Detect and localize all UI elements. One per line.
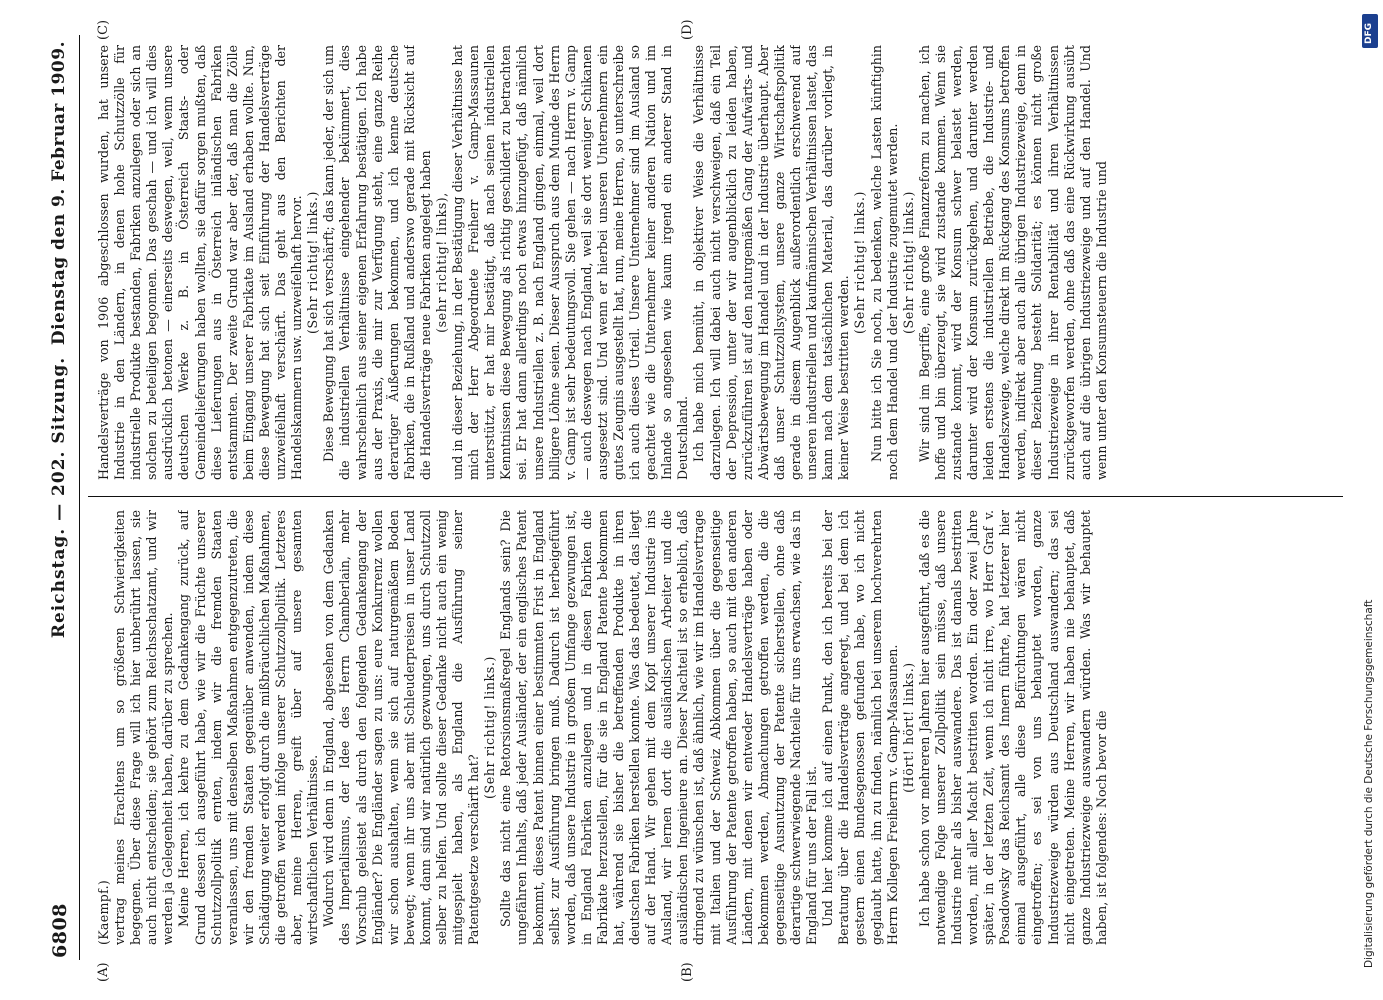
session-date: Dienstag den 9. Februar 1909. [49, 41, 69, 346]
interjection: (Hört! hört! links.) [900, 662, 916, 793]
running-header [45, 35, 80, 960]
session-title: Reichstag. — 202. Sitzung. [49, 356, 69, 639]
column-divider [88, 496, 1343, 497]
interjection: (Sehr richtig! links.) [305, 191, 321, 334]
interjection: (Sehr richtig! links.) [852, 191, 868, 334]
page-number: 6808 [49, 903, 71, 958]
paragraph: Diese Bewegung hat sich verschärft; das kann jeder, der sich um die industriellen Verhältnisse eingehender bekümmert, dies wahrscheinlich aus seiner eigenen Erfahrung bestätigen. Ich habe aus der Praxis, die mir zur Verfügung steht, eine ganze Reihe derartiger Äußerungen bekommen, und ich kenne deutsche Fabriken, die in Rußland und anderswo gerade mit Rücksicht auf die Handelsverträge neue Fabriken angelegt haben [321, 45, 433, 480]
paragraph: Meine Herren, ich kehre zu dem Gedankengang zurück, auf Grund dessen ich ausgeführt habe, wie wir die Früchte unserer Schutzzollpolitik ernten, indem wir die fremden Staaten veranlassen, uns mit denselben Maßnahmen entgegenzutreten, die wir den fremden Staaten gegenüber anwenden, indem diese Schädigung weiter erfolgt durch die mißbräuchlichen Maßnahmen, die getroffen werden infolge unserer Schutzzollpolitik. Letzteres aber, meine Herren, greift über auf unsere gesamten wirtschaftlichen Verhältnisse. [176, 510, 321, 945]
paragraph: Wir sind im Begriffe, eine große Finanzreform zu machen, ich hoffe und bin überzeugt, sie wird zustande kommen. Wenn sie zustande kommt, wird der Konsum schwer belastet werden, darunter wird der Konsum zurückgehen, und darunter werden leiden erstens die industriellen Betriebe, die Industrie- und Handelszweige, welche direkt im Rückgang des Konsums betroffen werden, indirekt aber auch alle übrigen Industriezweige, denn in dieser Beziehung besteht Solidarität; es können nicht große Industriezweige in ihrer Rentabilität und ihren Verhältnissen zurückgeworfen werden, ohne daß das eine Rückwirkung ausübt auch auf die übrigen Industriezweige und auf den Handel. Und wenn unter den Konsumsteuern die Industrie und [916, 45, 1109, 480]
paragraph: und in dieser Beziehung, in der Bestätigung dieser Verhältnisse hat mich der Herr Abgeordnete Freiherr v. Gamp-Massaunen unterstützt, er hat mir bestätigt, daß nach seinen industriellen Kenntnissen diese Bewegung als richtig geschildert zu betrachten sei. Er hat dann allerdings noch etwas hinzugefügt, daß nämlich unsere Industriellen z. B. nach England gingen, einmal, weil dort billigere Löhne seien. Dieser Ausspruch aus dem Munde des Herrn v. Gamp ist sehr bedeutungsvoll. Sie gehen — nach Herrn v. Gamp — auch deswegen nach England, weil sie dort weniger Schikanen ausgesetzt sind. Und wenn er hierbei unseren Unternehmern ein gutes Zeugnis ausgestellt hat, nun, meine Herren, so unterschreibe ich auch dieses Urteil. Unsere Unternehmer sind im Ausland so geachtet wie die Unternehmer keiner anderen Nation und im Inlande so angesehen wie kaum irgend ein anderer Stand in Deutschland. [450, 45, 691, 480]
margin-letter-a: (A) [96, 962, 111, 982]
paragraph: Nun bitte ich Sie noch, zu bedenken, welche Lasten künftighin noch dem Handel und der Industrie zugemutet werden. [868, 45, 900, 480]
paragraph: Sollte das nicht eine Retorsionsmaßregel Englands sein? Die ungefähren Inhalts, daß jeder Ausländer, der ein englisches Patent bekommt, dieses Patent binnen einer bestimmten Frist in England selbst zur Ausführung bringen muß. Dadurch ist herbeigeführt worden, daß unsere Industrie in großem Umfange gezwungen ist, in England Fabriken anzulegen und in diesen Fabriken die Fabrikate herzustellen, für die sie in England Patente bekommen hat, während sie bisher die betreffenden Produkte in ihren deutschen Fabriken herstellen konnte. Was das bedeutet, das liegt auf der Hand. Wir gehen mit dem Kopf unserer Industrie ins Ausland, wir lernen dort die ausländischen Arbeiter und die ausländischen Ingenieure an. Dieser Nachteil ist so erheblich, daß dringend zu wünschen ist, daß ähnlich, wie wir im Handelsvertrage mit Italien und der Schweiz Abkommen über die gegenseitige Ausführung der Patente getroffen haben, so auch mit den anderen Ländern, mit denen wir entweder Handelsverträge haben oder bekommen werden, Abmachungen getroffen werden, die die gegenseitige Ausnutzung der Patente sicherstellen, ohne daß derartige schwerwiegende Nachteile für uns erwachsen, wie das in England für uns der Fall ist. [498, 510, 820, 945]
margin-letter-b: (B) [680, 962, 695, 982]
paragraph: Ich habe schon vor mehreren Jahren hier ausgeführt, daß es die notwendige Folge unserer Zollpolitik sein müsse, daß unsere Industrie mehr als bisher auswandere. Das ist damals bestritten worden, mit aller Macht bestritten worden. Ein oder zwei Jahre später, in der letzten Zeit, wenn ich nicht irre, wo Herr Graf v. Posadowsky das Reichsamt des Innern führte, hat letzterer hier einmal ausgeführt, alle diese Befürchtungen wären nicht eingetroffen; es sei von uns behauptet worden, ganze Industriezweige würden aus Deutschland auswandern; das sei nicht eingetreten. Meine Herren, wir haben nie behauptet, daß ganze Industriezweige auswandern würden. Was wir behauptet haben, ist folgendes: Noch bevor die [916, 510, 1109, 945]
right-text-column [96, 45, 1341, 480]
speaker-name: (Kaempf.) [96, 879, 111, 945]
paragraph: Ich habe mich bemüht, in objektiver Weise die Verhältnisse darzulegen. Ich will dabei auch nicht verschweigen, daß ein Teil der Depression, unter der wir augenblicklich zu leiden haben, zurückzuführen ist auf den naturgemäßen Gang der Aufwärts- und Abwärtsbewegung im Handel und in der Industrie überhaupt. Aber daß unser Schutzzollsystem, unsere ganze Wirtschaftspolitik gerade in diesem Augenblick außerordentlich erschwerend auf unseren industriellen und kaufmännischen Verhältnissen lastet, das kann nach dem tatsächlichen Material, das darüber vorliegt, in keiner Weise bestritten werden. [691, 45, 852, 480]
margin-letter-c: (C) [96, 19, 111, 40]
interjection: (sehr richtig! links), [433, 192, 449, 333]
interjection: (Sehr richtig! links.) [900, 191, 916, 334]
interjection: (Sehr richtig! links.) [482, 656, 498, 799]
digitization-credit [1359, 8, 1381, 992]
paragraph: Und hier komme ich auf einen Punkt, den ich bereits bei der Beratung über die Handelsverträge angeregt, und bei dem ich gestern einen Bundesgenossen gefunden habe, wo ich nicht geglaubt hatte, ihn zu finden, nämlich bei unserem hochverehrten Herrn Kollegen Freiherrn v. Gamp-Massaunen. [820, 510, 900, 945]
dfg-logo: DFG [1362, 14, 1378, 48]
margin-letter-d: (D) [680, 19, 695, 40]
paragraph: Wodurch wird denn in England, abgesehen von dem Gedanken des Imperialismus, der Idee des Herrn Chamberlain, mehr Vorschub geleistet als durch den folgenden Gedankengang der Engländer? Die Engländer sagen zu uns: eure Konkurrenz wollen wir schon aushalten, wenn sie sich auf naturgemäßem Boden bewegt; wenn ihr uns aber mit Schleuderpreisen in unser Land kommt, dann sind wir natürlich gezwungen, uns durch Schutzzoll selber zu helfen. Und sollte dieser Gedanke nicht auch ein wenig mitgespielt haben, als England die Ausführung seiner Patentgesetze verschärft hat? [321, 510, 482, 945]
paragraph: vertrag meines Erachtens um so größeren Schwierigkeiten begegnen. Über diese Frage will ich hier unberührt lassen, sie auch nicht entscheiden; sie gehört zum Reichsschatzamt, und wir werden ja Gelegenheit haben, darüber zu sprechen. [112, 510, 176, 945]
paragraph: Handelsverträge von 1906 abgeschlossen wurden, hat unsere Industrie in den Ländern, in denen hohe Schutzzölle für industrielle Produkte bestanden, Fabriken anzulegen oder sich an solchen zu beteiligen begonnen. Das geschah — und ich will dies ausdrücklich betonen — einerseits deswegen, weil, wenn unsere deutschen Werke z. B. in Österreich Staats- oder Gemeindelieferungen haben wollten, sie dafür sorgen mußten, daß diese Lieferungen aus in Österreich inländischen Fabriken entstammten. Der zweite Grund war aber der, daß man die Zölle beim Eingang unserer Fabrikate im Ausland erhaben wollte. Nun, diese Bewegung hat sich seit Einführung der Handelsverträge unzweifelhaft verschärft. Das geht aus den Berichten der Handelskammern usw. unzweifelhaft hervor. [96, 45, 305, 480]
credit-text: Digitalisierung gefördert durch die Deutsche Forschungsgemeinschaft [1363, 599, 1375, 968]
left-text-column [96, 510, 1341, 945]
